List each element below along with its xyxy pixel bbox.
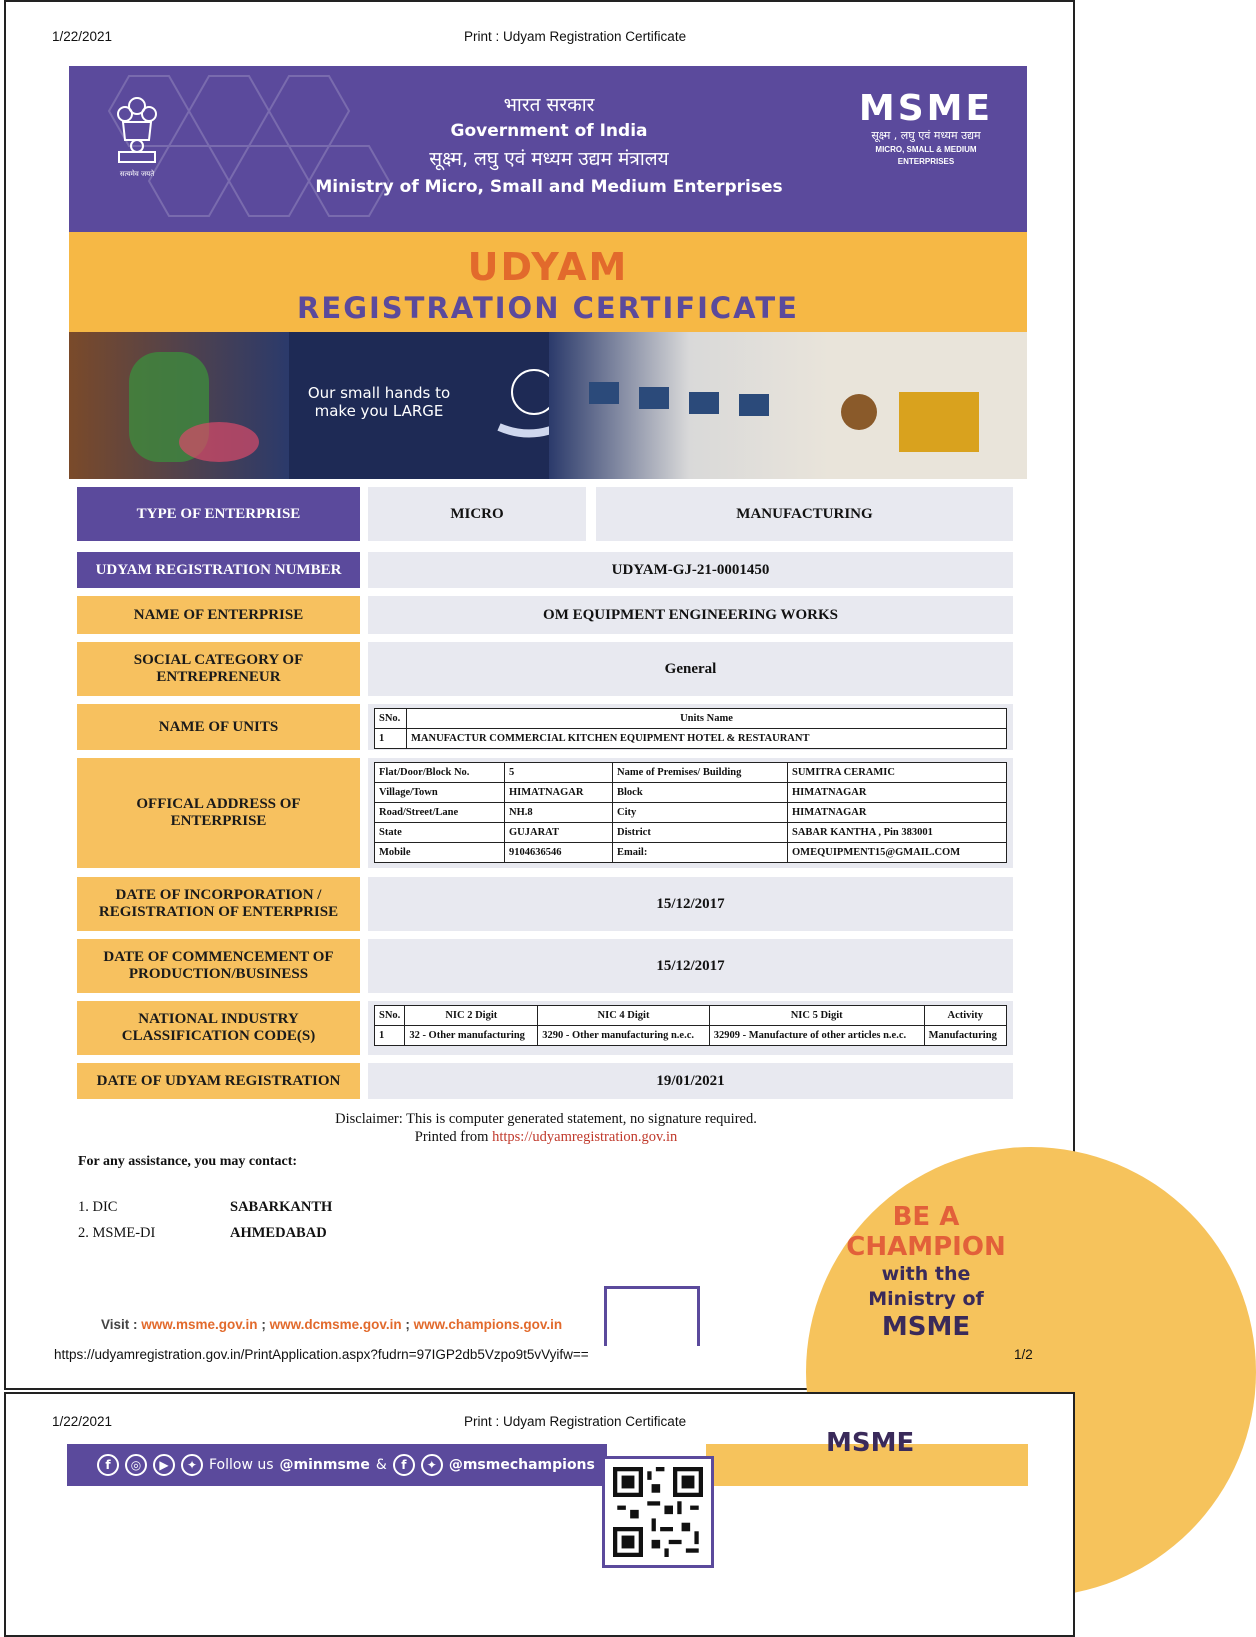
udyam-title: UDYAM (467, 245, 629, 289)
facebook-icon[interactable]: f (393, 1454, 415, 1476)
follow-us-label: Follow us (209, 1457, 274, 1473)
nic-code-label: NATIONAL INDUSTRY CLASSIFICATION CODE(S) (77, 1001, 360, 1055)
table-row: 1 32 - Other manufacturing 3290 - Other manufacturing n.e.c. 32909 - Manufacture of other articles n.e.c. Manufacturing (375, 1026, 1007, 1046)
units-header-name: Units Name (407, 709, 1007, 729)
address-table (374, 762, 1007, 863)
units-header-sno: SNo. (375, 709, 407, 729)
date-of-incorporation-value: 15/12/2017 (368, 877, 1013, 931)
nic-header-5digit: NIC 5 Digit (709, 1006, 924, 1026)
champions-link[interactable]: www.champions.gov.in (413, 1317, 563, 1332)
table-row: Mobile 9104636546 Email: OMEQUIPMENT15@GMAIL.COM (375, 843, 1007, 863)
date-of-commencement-label: DATE OF COMMENCEMENT OF PRODUCTION/BUSINESS (77, 939, 360, 993)
print-page-2 (4, 1392, 1075, 1637)
table-row: State GUJARAT District SABAR KANTHA , Pin 383001 (375, 823, 1007, 843)
handle-minmsme[interactable]: @minmsme (279, 1457, 370, 1473)
government-of-india: Government of India (450, 121, 648, 141)
name-of-enterprise-value: OM EQUIPMENT ENGINEERING WORKS (368, 596, 1013, 634)
registration-number-value: UDYAM-GJ-21-0001450 (368, 552, 1013, 588)
nic-header-2digit: NIC 2 Digit (405, 1006, 538, 1026)
hindi-government: भारत सरकार (503, 94, 595, 116)
print-title: Print : Udyam Registration Certificate (464, 29, 687, 44)
social-category-label: SOCIAL CATEGORY OF ENTREPRENEUR (77, 642, 360, 696)
type-of-enterprise-label: TYPE OF ENTERPRISE (77, 487, 360, 541)
print-date-page2: 1/22/2021 (52, 1414, 113, 1429)
date-of-commencement-value: 15/12/2017 (368, 939, 1013, 993)
dcmsme-link[interactable]: www.dcmsme.gov.in (269, 1317, 402, 1332)
hindi-ministry: सूक्ष्म, लघु एवं मध्यम उद्यम मंत्रालय (429, 148, 669, 170)
units-table-box (368, 704, 1013, 750)
table-row: Road/Street/Lane NH.8 City HIMATNAGAR (375, 803, 1007, 823)
name-of-enterprise-label: NAME OF ENTERPRISE (77, 596, 360, 634)
social-category-value: General (368, 642, 1013, 696)
qr-frame-top (604, 1286, 700, 1346)
government-title (269, 92, 829, 200)
name-of-units-label: NAME OF UNITS (77, 704, 360, 750)
photo-collage (69, 332, 1027, 479)
table-row: 1 MANUFACTUR COMMERCIAL KITCHEN EQUIPMENT HOTEL & RESTAURANT (375, 729, 1007, 749)
nic-table (374, 1005, 1007, 1046)
assistance-heading: For any assistance, you may contact: (78, 1154, 298, 1169)
instagram-icon[interactable]: ◎ (125, 1454, 147, 1476)
printed-from-label: Printed from (414, 1129, 489, 1145)
date-of-incorporation-label: DATE OF INCORPORATION / REGISTRATION OF ENTERPRISE (77, 877, 360, 931)
national-emblem-icon (107, 92, 167, 182)
printed-from-link[interactable]: https://udyamregistration.gov.in (492, 1129, 678, 1145)
champion-band-tail (706, 1428, 1028, 1486)
address-table-box (368, 758, 1013, 868)
print-title-page2: Print : Udyam Registration Certificate (464, 1414, 687, 1429)
qr-code-icon (613, 1467, 703, 1557)
print-page-1 (4, 0, 1075, 1390)
disclaimer-text: Disclaimer: This is computer generated statement, no signature required. (335, 1111, 757, 1127)
enterprise-type-value: MICRO (368, 487, 586, 541)
registration-number-label: UDYAM REGISTRATION NUMBER (77, 552, 360, 588)
government-banner (69, 66, 1027, 232)
official-address-label: OFFICAL ADDRESS OF ENTERPRISE (77, 758, 360, 868)
msme-link[interactable]: www.msme.gov.in (141, 1317, 258, 1332)
table-row: Flat/Door/Block No. 5 Name of Premises/ Building SUMITRA CERAMIC (375, 763, 1007, 783)
enterprise-activity-value: MANUFACTURING (596, 487, 1013, 541)
date-of-udyam-registration-value: 19/01/2021 (368, 1063, 1013, 1099)
table-row: Village/Town HIMATNAGAR Block HIMATNAGAR (375, 783, 1007, 803)
msme-subtitle: MICRO, SMALL & MEDIUM ENTERPRISES (875, 145, 977, 166)
registration-certificate-title: REGISTRATION CERTIFICATE (297, 291, 799, 325)
certificate-title-band (69, 232, 1027, 332)
qr-code (602, 1456, 714, 1568)
twitter-icon[interactable]: ✦ (181, 1454, 203, 1476)
msme-logo (851, 90, 1001, 168)
nic-header-sno: SNo. (375, 1006, 405, 1026)
print-date: 1/22/2021 (52, 29, 113, 44)
footer-url: https://udyamregistration.gov.in/PrintApplication.aspx?fudrn=97IGP2db5Vzpo9t5vVyifw== (54, 1347, 589, 1362)
page-number: 1/2 (1014, 1347, 1033, 1362)
facebook-icon[interactable]: f (97, 1454, 119, 1476)
svg-text:सत्यमेव जयते: सत्यमेव जयते (119, 170, 155, 178)
msme-logo-text: MSME (858, 88, 994, 129)
visit-links: Visit : www.msme.gov.in ; www.dcmsme.gov.in ; www.champions.gov.in (101, 1317, 563, 1332)
champion-tail-text: MSME (826, 1428, 915, 1458)
contact-msme-di: 2. MSME-DI AHMEDABAD (78, 1225, 327, 1241)
tagline: Our small hands to make you LARGE (307, 384, 451, 420)
nic-header-activity: Activity (924, 1006, 1006, 1026)
nic-table-box (368, 1001, 1013, 1055)
msme-hindi: सूक्ष्म , लघु एवं मध्यम उद्यम (871, 129, 981, 142)
follow-us-band: f ◎ ▶ ✦ Follow us @minmsme & f ✦ @msmechampions (67, 1444, 607, 1486)
disclaimer (206, 1110, 886, 1146)
collage-illustration (69, 332, 1027, 479)
handle-msmechampions[interactable]: @msmechampions (448, 1457, 595, 1473)
youtube-icon[interactable]: ▶ (153, 1454, 175, 1476)
champion-text: BE A CHAMPION with the Ministry of MSME (846, 1202, 1006, 1342)
date-of-udyam-registration-label: DATE OF UDYAM REGISTRATION (77, 1063, 360, 1099)
units-table (374, 708, 1007, 749)
ministry-name: Ministry of Micro, Small and Medium Enterprises (315, 177, 783, 197)
twitter-icon[interactable]: ✦ (421, 1454, 443, 1476)
nic-header-4digit: NIC 4 Digit (538, 1006, 710, 1026)
contact-dic: 1. DIC SABARKANTH (78, 1199, 333, 1215)
